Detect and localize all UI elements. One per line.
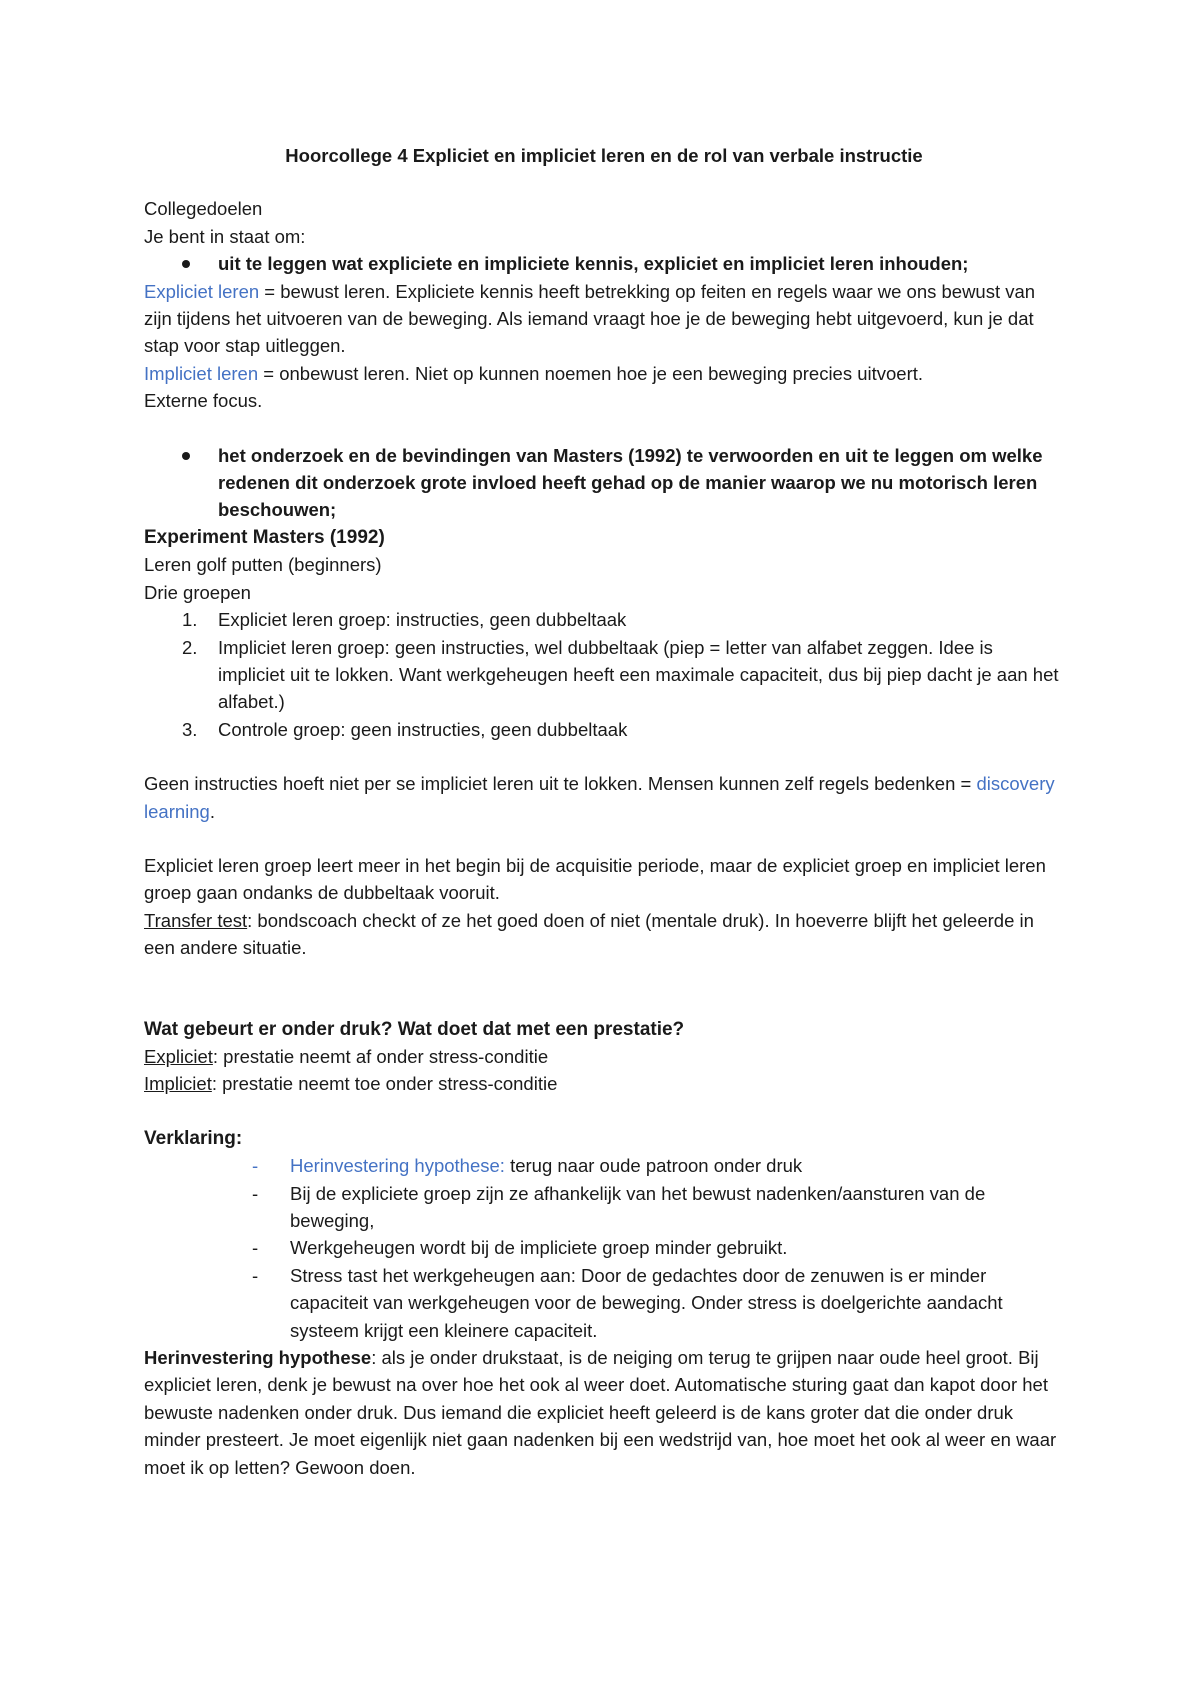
impliciet-term: Impliciet leren [144, 362, 259, 384]
expliciet-definition: = bewust leren. Expliciete kennis heeft betrekking op feiten en regels waar we ons bewust van zijn tijdens het uitvoeren van de beweging. Als iemand vraagt hoe je de beweging hebt uitgevoerd, kun je dat stap voor stap uitleggen. [144, 280, 1036, 357]
expliciet-groep-paragraph: Expliciet leren groep leert meer in het begin bij de acquisitie periode, maar de expliciet groep en impliciet leren groep gaan ondanks de dubbeltaak vooruit. [144, 854, 1046, 904]
druk-impliciet-text: : prestatie neemt toe onder stress-conditie [211, 1073, 558, 1095]
spacer [144, 1098, 1064, 1125]
geen-instructies-text: Geen instructies hoeft niet per se impliciet leren uit te lokken. Mensen kunnen zelf regels bedenken = [144, 773, 977, 795]
druk-impliciet [144, 1070, 1064, 1097]
goal-list-2 [144, 442, 1064, 524]
goal-text: het onderzoek en de bevindingen van Masters (1992) te verwoorden en uit te leggen om welke redenen dit onderzoek grote invloed heeft gehad op de manier waarop we nu motorisch leren beschouwen; [218, 444, 1043, 521]
goal-item [144, 442, 1064, 524]
verklaring-text: Stress tast het werkgeheugen aan: Door de gedachtes door de zenuwen is er minder capaciteit van werkgeheugen voor de beweging. Onder stress is doelgerichte aandacht systeem krijgt een kleinere capaciteit. [290, 1264, 1003, 1341]
transfer-term: Transfer test [144, 909, 248, 931]
document-title: Hoorcollege 4 Expliciet en impliciet leren en de rol van verbale instructie [285, 145, 923, 166]
verklaring-item [144, 1262, 1064, 1344]
druk-expliciet-text: : prestatie neemt af onder stress-conditie [212, 1045, 549, 1067]
experiment-heading: Experiment Masters (1992) [144, 526, 385, 548]
drie-groepen: Drie groepen [144, 581, 251, 603]
discovery-learning-term: discovery learning [144, 773, 1055, 822]
geen-instructies-paragraph [144, 770, 1064, 825]
druk-expliciet-term: Expliciet [144, 1045, 213, 1067]
expliciet-term: Expliciet leren [144, 280, 260, 302]
collegedoelen-label: Collegedoelen [144, 198, 263, 220]
goal-text: uit te leggen wat expliciete en impliciete kennis, expliciet en impliciet leren inhouden; [218, 253, 969, 275]
verklaring-term: Herinvestering hypothese: [290, 1155, 505, 1177]
leren-golf: Leren golf putten (beginners) [144, 554, 382, 576]
druk-impliciet-term: Impliciet [144, 1073, 212, 1095]
group-item [144, 634, 1064, 716]
impliciet-definition: = onbewust leren. Niet op kunnen noemen hoe je een beweging precies uitvoert. [258, 362, 924, 384]
externe-focus: Externe focus. [144, 390, 263, 412]
spacer [144, 962, 1064, 1016]
dash-marker: - [252, 1155, 259, 1177]
period: . [209, 800, 215, 822]
verklaring-item [144, 1152, 1064, 1179]
expliciet-paragraph [144, 278, 1064, 360]
spacer [144, 825, 1064, 852]
herinvestering-text: : als je onder drukstaat, is de neiging om terug te grijpen naar oude heel groot. Bij expliciet leren, denk je bewust na over hoe het ook al weer doet. Automatische sturing gaat dan kapot door het bewuste nadenken onder druk. Dus iemand die expliciet heeft geleerd is de kans groter dat die onder druk minder presteert. Je moet eigenlijk niet gaan nadenken bij een wedstrijd van, hoe moet het ook al weer en waar moet ik op letten? Gewoon doen. [144, 1347, 1057, 1478]
verklaring-text: terug naar oude patroon onder druk [504, 1155, 803, 1177]
herinvestering-term: Herinvestering hypothese [144, 1347, 372, 1369]
spacer [144, 743, 1064, 770]
groups-list [144, 606, 1064, 743]
group-item [144, 606, 1064, 633]
impliciet-paragraph [144, 360, 1064, 387]
list-number: 3. [182, 718, 198, 740]
spacer [144, 415, 1064, 442]
group-text: Controle groep: geen instructies, geen dubbeltaak [218, 718, 628, 740]
je-bent-label: Je bent in staat om: [144, 225, 306, 247]
group-item [144, 716, 1064, 743]
list-number: 1. [182, 609, 198, 631]
verklaring-text: Werkgeheugen wordt bij de impliciete groep minder gebruikt. [290, 1237, 788, 1259]
goal-list-1 [144, 250, 1064, 277]
verklaring-heading: Verklaring: [144, 1127, 243, 1149]
druk-heading: Wat gebeurt er onder druk? Wat doet dat met een prestatie? [144, 1018, 685, 1040]
verklaring-item [144, 1180, 1064, 1235]
dash-marker: - [252, 1182, 259, 1204]
verklaring-list [144, 1152, 1064, 1344]
bullet-dot-icon [182, 452, 190, 460]
group-text: Expliciet leren groep: instructies, geen dubbeltaak [218, 609, 627, 631]
druk-expliciet [144, 1043, 1064, 1070]
herinvestering-paragraph [144, 1344, 1064, 1481]
verklaring-text: Bij de expliciete groep zijn ze afhankelijk van het bewust nadenken/aansturen van de beweging, [290, 1182, 986, 1231]
transfer-text: : bondscoach checkt of ze het goed doen of niet (mentale druk). In hoeverre blijft het geleerde in een andere situatie. [144, 909, 1034, 959]
dash-marker: - [252, 1237, 259, 1259]
transfer-paragraph [144, 907, 1064, 962]
goal-item [144, 250, 1064, 277]
dash-marker: - [252, 1264, 259, 1286]
group-text: Impliciet leren groep: geen instructies, wel dubbeltaak (piep = letter van alfabet zeggen. Idee is impliciet uit te lokken. Want werkgeheugen heeft een maximale capaciteit, dus bij piep dacht je aan het alfabet.) [218, 636, 1059, 713]
document-content [144, 142, 1064, 1481]
list-number: 2. [182, 636, 198, 658]
verklaring-item [144, 1234, 1064, 1261]
bullet-dot-icon [182, 260, 190, 268]
